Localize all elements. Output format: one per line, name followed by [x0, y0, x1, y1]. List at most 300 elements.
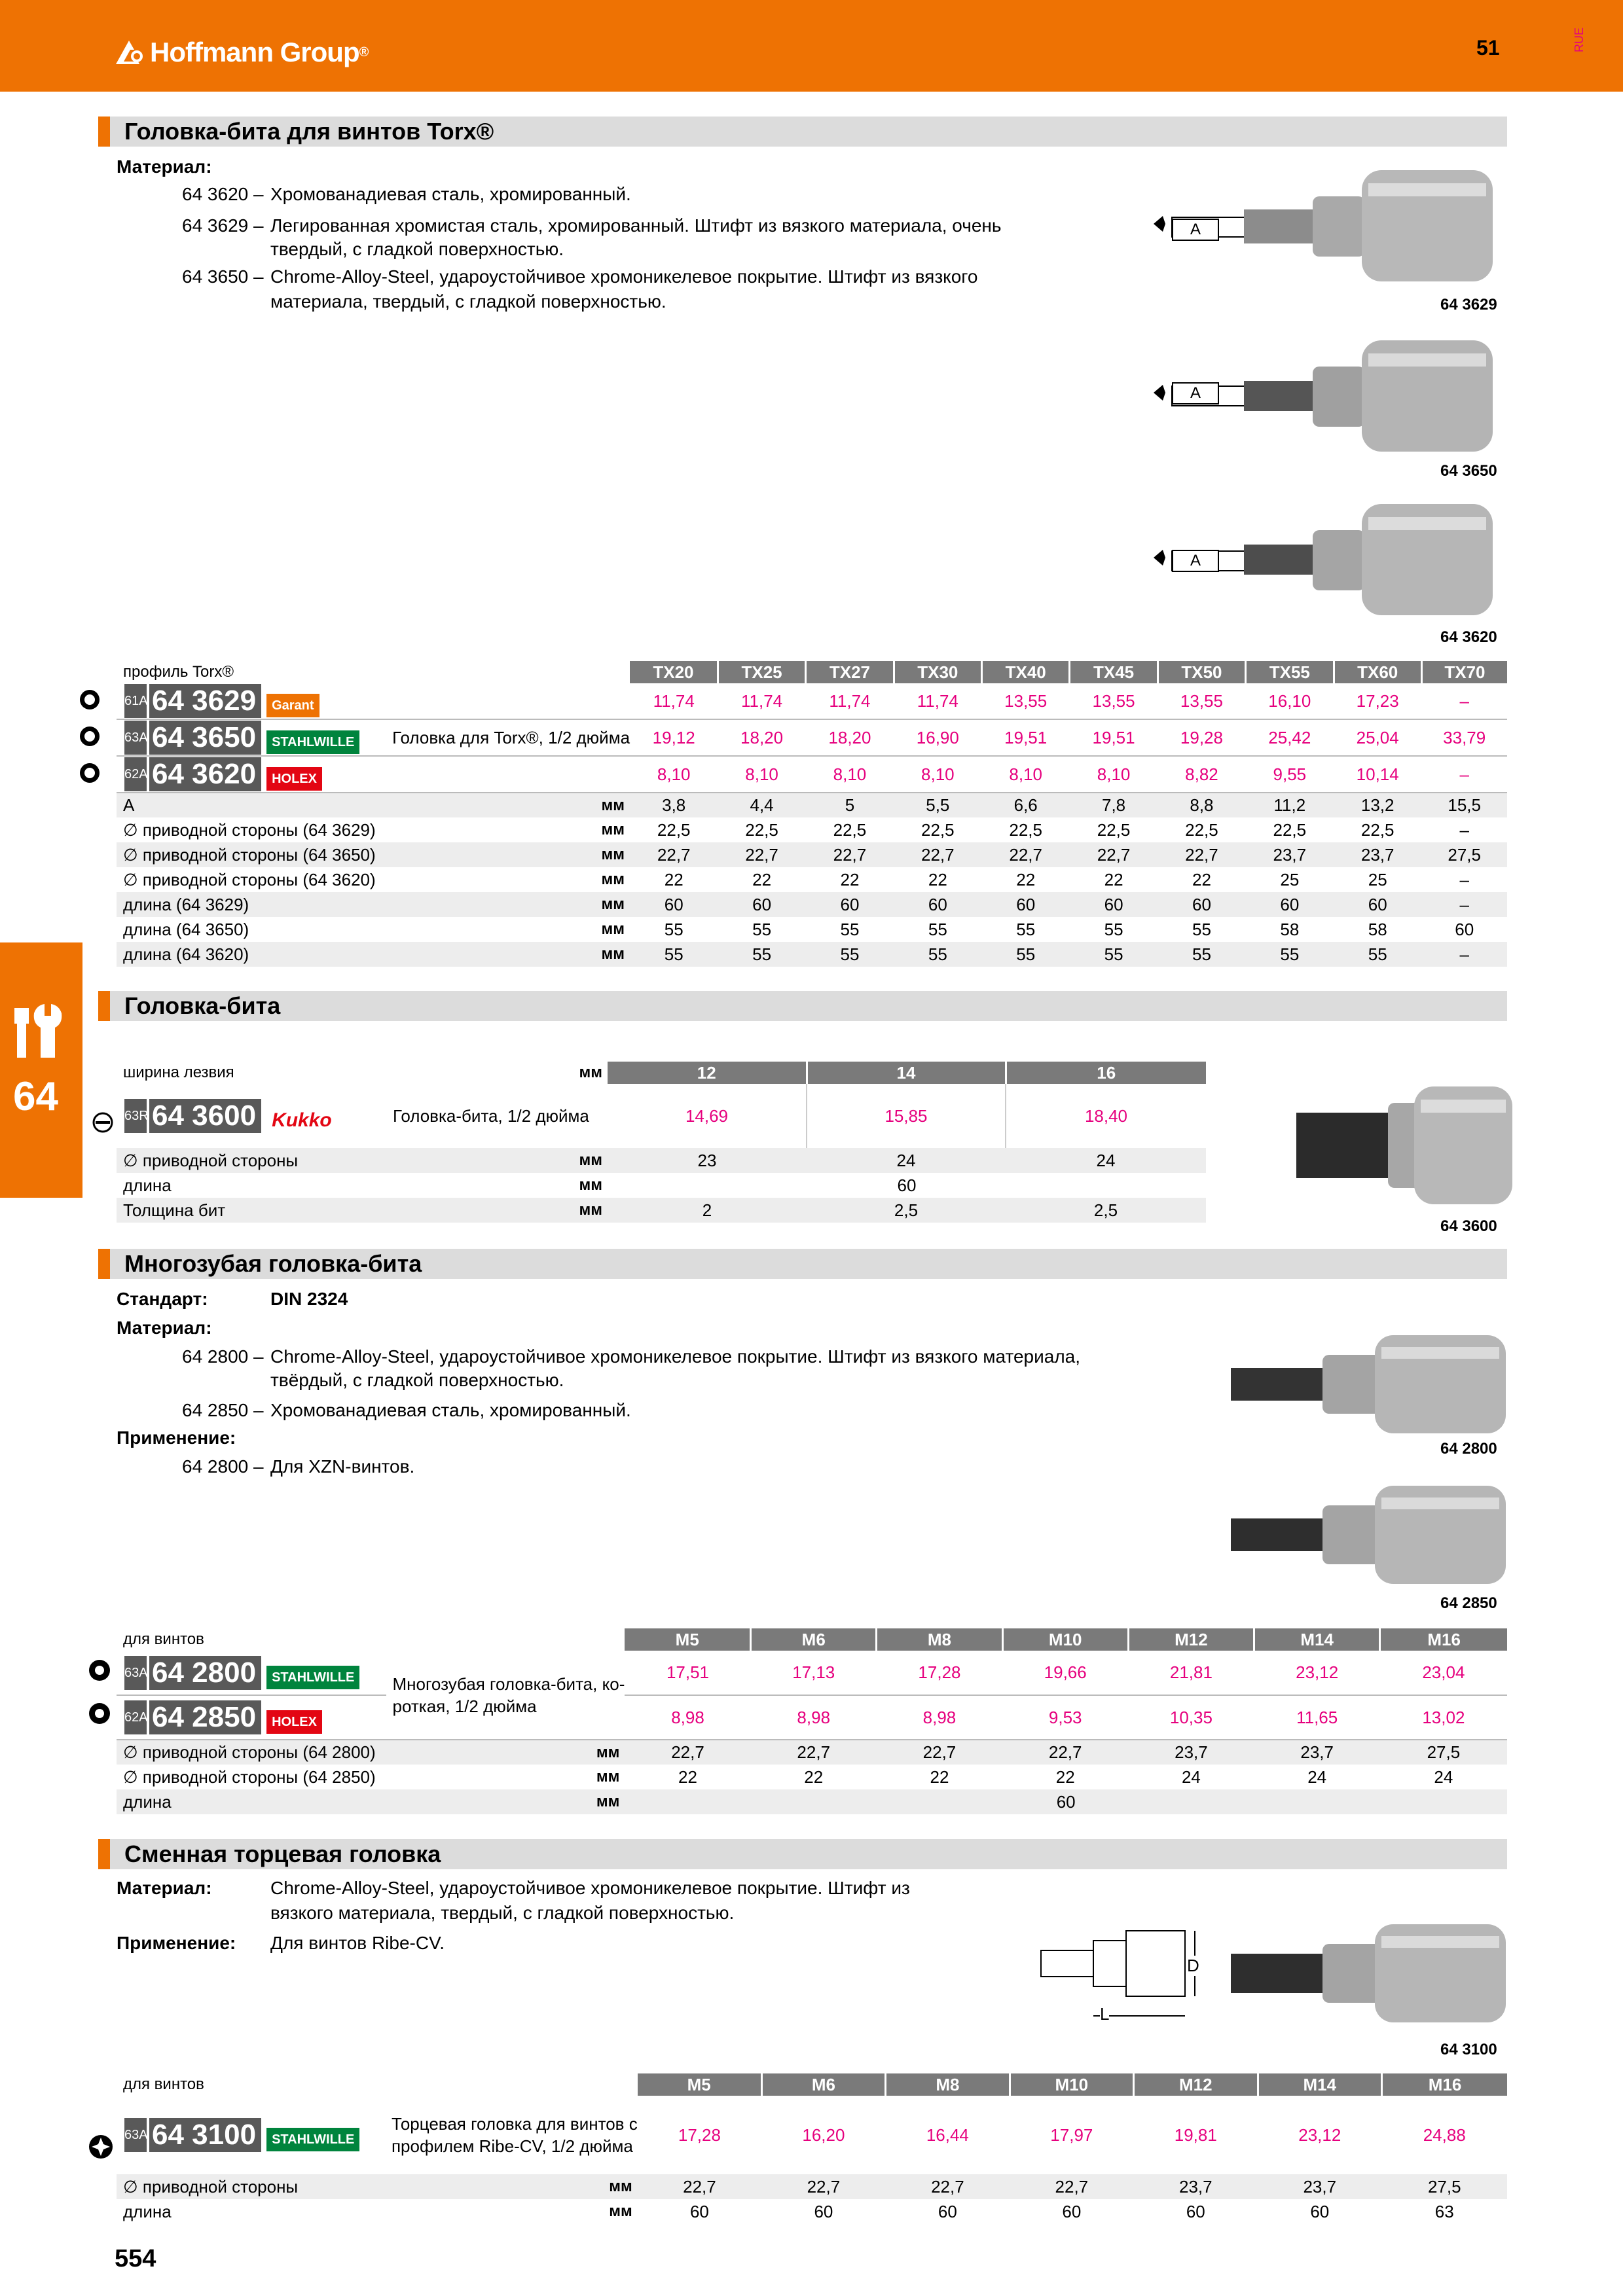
price: 17,13: [792, 1662, 835, 1682]
spec-row: [117, 917, 1507, 942]
size-header: M5: [625, 1628, 750, 1651]
product-number[interactable]: 64 3629: [149, 684, 261, 718]
size-header: M6: [761, 2073, 885, 2096]
spec-value: –: [1459, 869, 1469, 889]
application-label: Применение:: [117, 1933, 236, 1953]
size-header: TX25: [718, 661, 805, 683]
spec-unit: мм: [601, 796, 625, 814]
spec-value: 23,7: [1360, 844, 1395, 865]
size-header: M5: [638, 2073, 761, 2096]
spec-value: 23,7: [1273, 844, 1307, 865]
price: 14,69: [685, 1105, 729, 1126]
header-label: для винтов: [123, 2075, 204, 2093]
spec-value: 22: [752, 869, 772, 889]
price: 17,97: [1050, 2125, 1093, 2145]
spec-value: 55: [1368, 944, 1387, 964]
spec-value: 55: [1016, 944, 1036, 964]
spec-value: 8,8: [1190, 795, 1214, 815]
product-number[interactable]: 64 2800: [149, 1656, 261, 1690]
spec-value: 22,7: [833, 844, 867, 865]
spec-unit: мм: [601, 945, 625, 963]
language-tag: RUE: [1573, 27, 1586, 52]
spec-unit: мм: [609, 2178, 632, 2195]
spec-value: 11,2: [1273, 795, 1306, 815]
price: 9,55: [1273, 764, 1307, 784]
spec-value: 7,8: [1102, 795, 1126, 815]
dimension-label-a: A: [1172, 219, 1219, 241]
spec-value: 55: [664, 944, 684, 964]
table-header-row: [117, 1628, 1507, 1651]
group-code: 63A: [124, 721, 147, 755]
material-text: Легированная хромистая сталь, хромированный. Штифт из вязкого материала, очень: [270, 215, 1002, 236]
product-number[interactable]: 64 3600: [149, 1099, 261, 1133]
spec-value: 2: [702, 1200, 712, 1220]
brand-logo: HOLEX: [266, 1710, 322, 1734]
price: 33,79: [1443, 727, 1486, 747]
brand-logo: STAHLWILLE: [266, 2128, 359, 2151]
material-code: 64 2800 –: [182, 1346, 264, 1367]
material-label: Материал:: [117, 1318, 212, 1338]
size-header: M10: [1002, 1628, 1128, 1651]
price: 11,74: [741, 691, 783, 711]
slot-table: [117, 1062, 1206, 1223]
spec-value: 55: [664, 919, 684, 939]
spec-label: длина: [123, 1791, 172, 1812]
material-text: Chrome-Alloy-Steel, удароустойчивое хромоникелевое покрытие. Штифт из вязкого: [270, 266, 978, 287]
price: 13,55: [1004, 691, 1048, 711]
spec-row: [117, 867, 1507, 892]
description-line: профилем Ribe-CV, 1/2 дюйма: [391, 2136, 633, 2156]
spec-unit: мм: [601, 821, 625, 838]
spec-value: 27,5: [1448, 844, 1481, 865]
price: 25,04: [1356, 727, 1399, 747]
size-header: M12: [1128, 1628, 1254, 1651]
price: 13,55: [1180, 691, 1223, 711]
price: 17,23: [1356, 691, 1399, 711]
page-number-top: 51: [1476, 36, 1500, 60]
torx-symbol-icon: [79, 689, 101, 714]
material-text: материала, твердый, с гладкой поверхностью.: [270, 291, 666, 312]
group-code: 63A: [124, 1656, 147, 1690]
spec-value: –: [1459, 894, 1469, 914]
header-label: профиль Torx®: [123, 663, 234, 681]
spec-label: ∅ приводной стороны: [123, 2176, 299, 2197]
spec-value: 22: [1104, 869, 1123, 889]
group-code: 62A: [124, 1700, 147, 1734]
spec-row: [117, 1789, 1507, 1814]
size-header: M14: [1254, 1628, 1380, 1651]
description-cell: [386, 756, 630, 793]
size-header: M6: [751, 1628, 877, 1651]
size-header: TX27: [806, 661, 894, 683]
size-header: TX55: [1246, 661, 1334, 683]
xzn-symbol-icon: [88, 1659, 111, 1685]
header-label: ширина лезвия: [123, 1064, 234, 1081]
spec-value: 22,5: [745, 819, 778, 840]
material-text: вязкого материала, твердый, с гладкой поверхностью.: [270, 1903, 735, 1923]
price: 16,90: [916, 727, 959, 747]
spec-label: ∅ приводной стороны (64 2850): [123, 1767, 376, 1787]
image-caption: 64 2850: [1440, 1594, 1497, 1612]
price: 8,98: [922, 1707, 957, 1727]
spec-value: 22: [664, 869, 684, 889]
spec-value: 22: [1055, 1767, 1075, 1787]
spec-value: 22: [1192, 869, 1211, 889]
price: –: [1459, 764, 1469, 784]
spec-value: 22,5: [1009, 819, 1042, 840]
spec-value: 60: [938, 2201, 957, 2221]
price: 8,10: [1009, 764, 1042, 784]
spec-value: 55: [1192, 944, 1211, 964]
product-row: [117, 2096, 1507, 2174]
application-code: 64 2800 –: [182, 1456, 264, 1477]
table-header-row: [117, 2073, 1507, 2096]
price: 16,44: [926, 2125, 969, 2145]
chapter-side-tab: [0, 942, 82, 1198]
size-header: TX40: [982, 661, 1070, 683]
spec-label: Толщина бит: [123, 1200, 226, 1220]
brand-logo: Garant: [266, 694, 319, 717]
price: 8,82: [1185, 764, 1218, 784]
torx-symbol-icon: [79, 762, 101, 787]
spec-value: 60: [1186, 2201, 1205, 2221]
spec-label: ∅ приводной стороны (64 3620): [123, 869, 376, 889]
spec-row: [117, 1173, 1206, 1198]
spec-value: 55: [752, 944, 772, 964]
size-header: TX50: [1158, 661, 1245, 683]
spec-value: 22,5: [1360, 819, 1395, 840]
spec-label: ∅ приводной стороны (64 2800): [123, 1742, 376, 1762]
price: 19,12: [652, 727, 695, 747]
spec-unit: мм: [579, 1151, 602, 1169]
tools-icon: [14, 1001, 67, 1060]
xzn-table: [117, 1628, 1507, 1814]
spec-value: 22,7: [1009, 844, 1042, 865]
spec-value: 13,2: [1360, 795, 1395, 815]
price: –: [1459, 691, 1469, 711]
product-id-cell: [117, 1651, 386, 1695]
dimension-d-label: D: [1187, 1956, 1199, 1975]
price: 19,66: [1044, 1662, 1087, 1682]
product-row: [117, 756, 1507, 793]
spec-value: 22,5: [657, 819, 691, 840]
section-marker: [98, 991, 110, 1021]
price: 19,28: [1180, 727, 1223, 747]
spec-value: 60: [1056, 1791, 1076, 1812]
price: 13,55: [1092, 691, 1135, 711]
size-header: M14: [1258, 2073, 1381, 2096]
slot-symbol-icon: [92, 1111, 114, 1137]
spec-value: 3,8: [662, 795, 686, 815]
material-code: 64 3650 –: [182, 266, 264, 287]
spec-value: 22,7: [931, 2176, 964, 2197]
spec-value: 60: [1016, 894, 1036, 914]
dimension-label-a: A: [1172, 550, 1219, 572]
product-row: [117, 1084, 1206, 1148]
section-header-xzn: [98, 1249, 1507, 1279]
size-header: M16: [1380, 1628, 1507, 1651]
spec-value: 22: [1016, 869, 1036, 889]
page-number-bottom: 554: [115, 2245, 156, 2272]
price: 18,20: [740, 727, 784, 747]
spec-value: 60: [928, 894, 947, 914]
spec-value: –: [1459, 819, 1469, 840]
spec-value: 22: [930, 1767, 949, 1787]
spec-unit: мм: [601, 846, 625, 863]
image-caption: 64 3100: [1440, 2041, 1497, 2058]
spec-value: 27,5: [1427, 1742, 1461, 1762]
application-label: Применение:: [117, 1427, 236, 1448]
table-header-row: [117, 661, 1507, 683]
spec-value: 58: [1368, 919, 1387, 939]
chapter-number: 64: [13, 1074, 58, 1119]
price: 8,10: [833, 764, 867, 784]
price: 9,53: [1048, 1707, 1082, 1727]
brand-logo: Kukko: [272, 1109, 332, 1132]
spec-value: 60: [1368, 894, 1387, 914]
material-code: 64 3620 –: [182, 184, 264, 204]
spec-value: 25: [1368, 869, 1387, 889]
section-marker: [98, 117, 110, 147]
price: 18,40: [1006, 1084, 1206, 1148]
spec-value: 27,5: [1427, 2176, 1461, 2197]
spec-value: 60: [1192, 894, 1211, 914]
product-image-642800: [1231, 1329, 1519, 1440]
brand-logo: HOLEX: [266, 767, 322, 791]
ribe-symbol-icon: [88, 2134, 114, 2163]
spec-value: –: [1459, 944, 1469, 964]
dimension-drawing: [1034, 1924, 1218, 2029]
material-text: Хромованадиевая сталь, хромированный.: [270, 1400, 631, 1420]
spec-value: 60: [689, 2201, 709, 2221]
spec-value: 22,5: [1185, 819, 1218, 840]
spec-row: [117, 1148, 1206, 1173]
product-row: [117, 719, 1507, 756]
price: 25,42: [1268, 727, 1311, 747]
price: 17,51: [666, 1662, 710, 1682]
image-caption: 64 3629: [1440, 296, 1497, 314]
spec-value: 60: [664, 894, 684, 914]
size-header: TX30: [894, 661, 981, 683]
application-text: Для XZN-винтов.: [270, 1456, 415, 1477]
product-description: Головка-бита, 1/2 дюйма: [393, 1105, 589, 1126]
price: 8,10: [657, 764, 691, 784]
group-code: 62A: [124, 757, 147, 791]
size-header: M12: [1134, 2073, 1258, 2096]
spec-label: длина: [123, 1175, 172, 1195]
price: 11,74: [653, 691, 695, 711]
spec-value: 22,7: [921, 844, 955, 865]
product-id-cell: [117, 719, 386, 756]
section-marker: [98, 1249, 110, 1279]
product-description: Головка для Torx®, 1/2 дюйма: [392, 727, 630, 747]
price: 19,81: [1174, 2125, 1217, 2145]
price: 23,12: [1298, 2125, 1341, 2145]
image-caption: 64 3600: [1440, 1217, 1497, 1235]
product-id-cell: [117, 683, 386, 719]
material-code: 64 2850 –: [182, 1400, 264, 1420]
spec-unit: мм: [601, 920, 625, 938]
spec-value: 58: [1280, 919, 1300, 939]
image-caption: 64 3650: [1440, 462, 1497, 480]
price: 10,14: [1356, 764, 1399, 784]
product-number[interactable]: 64 3650: [149, 721, 261, 755]
spec-value: 23,7: [1303, 2176, 1337, 2197]
spec-value: 55: [1280, 944, 1300, 964]
size-header: TX60: [1334, 661, 1421, 683]
spec-label: A: [123, 795, 135, 815]
product-number[interactable]: 64 3620: [149, 757, 261, 791]
size-header: 12: [608, 1062, 807, 1084]
spec-value: 22,5: [833, 819, 867, 840]
header-unit: мм: [579, 1064, 602, 1081]
section-title: Сменная торцевая головка: [124, 1840, 441, 1867]
spec-row: [117, 1740, 1507, 1765]
spec-value: 23: [697, 1150, 717, 1170]
size-header: TX20: [630, 661, 718, 683]
product-number[interactable]: 64 3100: [149, 2118, 261, 2152]
section-header-ribe: [98, 1839, 1507, 1869]
spec-value: 23,7: [1179, 2176, 1213, 2197]
spec-value: 22: [678, 1767, 697, 1787]
size-header: 14: [807, 1062, 1006, 1084]
spec-row: [117, 942, 1507, 967]
section-title: Головка-бита для винтов Torx®: [124, 118, 494, 145]
spec-value: 22,5: [1273, 819, 1307, 840]
torx-table: [117, 661, 1507, 967]
spec-value: 23,7: [1300, 1742, 1334, 1762]
product-row: [117, 1651, 1507, 1695]
product-number[interactable]: 64 2850: [149, 1700, 261, 1734]
price: 11,74: [917, 691, 958, 711]
price: 17,28: [678, 2125, 721, 2145]
product-id-cell: [117, 1695, 386, 1740]
spec-label: длина: [123, 2201, 172, 2221]
spec-label: длина (64 3629): [123, 894, 249, 914]
material-label: Материал:: [117, 1878, 212, 1898]
price: 23,12: [1296, 1662, 1339, 1682]
spec-value: 55: [928, 919, 947, 939]
spec-value: 24: [1181, 1767, 1201, 1787]
material-text: твёрдый, с гладкой поверхностью.: [270, 1370, 564, 1390]
material-text: Chrome-Alloy-Steel, удароустойчивое хромоникелевое покрытие. Штифт из: [270, 1878, 910, 1898]
price: 17,28: [918, 1662, 961, 1682]
size-header: M8: [886, 2073, 1010, 2096]
price: 16,20: [802, 2125, 845, 2145]
price: 18,20: [828, 727, 871, 747]
spec-value: 23,7: [1175, 1742, 1208, 1762]
spec-value: 24: [1096, 1150, 1116, 1170]
header-label: для винтов: [123, 1630, 204, 1648]
spec-value: 60: [1062, 2201, 1082, 2221]
spec-value: 22,7: [1055, 2176, 1089, 2197]
price: 16,10: [1268, 691, 1311, 711]
hoffmann-logo: Hoffmann Group ®: [115, 34, 368, 71]
price: 23,04: [1422, 1662, 1465, 1682]
price: 8,98: [671, 1707, 704, 1727]
spec-value: 22: [804, 1767, 824, 1787]
description-line: Торцевая головка для винтов с: [391, 2114, 638, 2134]
spec-value: 22,7: [1097, 844, 1131, 865]
group-code: 63R: [124, 1099, 147, 1133]
dimension-l-label: L: [1100, 2004, 1110, 2024]
dimension-label-a: A: [1172, 382, 1219, 404]
spec-value: 55: [928, 944, 947, 964]
image-caption: 64 3620: [1440, 628, 1497, 646]
spec-row: [117, 892, 1507, 917]
spec-value: 24: [896, 1150, 916, 1170]
material-label: Материал:: [117, 156, 212, 177]
price: 19,51: [1004, 727, 1048, 747]
spec-value: 22,7: [1048, 1742, 1082, 1762]
spec-value: 6,6: [1013, 795, 1038, 815]
brand-logo: STAHLWILLE: [266, 1666, 359, 1689]
product-description: [385, 2096, 638, 2174]
product-description: [386, 1651, 625, 1740]
spec-unit: мм: [601, 895, 625, 913]
spec-label: длина (64 3650): [123, 919, 249, 939]
price: 8,10: [1097, 764, 1131, 784]
price: 8,10: [921, 764, 955, 784]
brand-name: Hoffmann Group: [150, 37, 359, 67]
spec-value: 55: [840, 944, 860, 964]
spec-value: 2,5: [894, 1200, 919, 1220]
price: 15,85: [807, 1084, 1006, 1148]
spec-row: [117, 1198, 1206, 1223]
spec-value: 63: [1434, 2201, 1454, 2221]
spec-value: 22,7: [657, 844, 691, 865]
price: 11,65: [1296, 1707, 1338, 1727]
standard-value: DIN 2324: [270, 1289, 348, 1309]
material-text: Chrome-Alloy-Steel, удароустойчивое хромоникелевое покрытие. Штифт из вязкого материала,: [270, 1346, 1081, 1367]
spec-value: 55: [1192, 919, 1211, 939]
spec-value: 60: [897, 1175, 917, 1195]
spec-value: 22,7: [671, 1742, 704, 1762]
material-text: Хромованадиевая сталь, хромированный.: [270, 184, 631, 204]
price: 11,74: [829, 691, 871, 711]
spec-value: 25: [1280, 869, 1300, 889]
ribe-table: [117, 2073, 1507, 2224]
spec-unit: мм: [596, 1793, 620, 1810]
spec-label: ∅ приводной стороны: [123, 1150, 299, 1170]
spec-value: 22: [928, 869, 947, 889]
spec-unit: мм: [609, 2202, 632, 2220]
spec-value: 2,5: [1093, 1200, 1118, 1220]
spec-row: [117, 842, 1507, 867]
table-header-row: [117, 1062, 1206, 1084]
product-image-643100: [1231, 1918, 1519, 2029]
spec-label: длина (64 3620): [123, 944, 249, 964]
product-id-cell: [117, 2096, 385, 2174]
product-row: [117, 1695, 1507, 1740]
spec-unit: мм: [601, 870, 625, 888]
xzn-symbol-icon: [88, 1702, 111, 1729]
spec-label: ∅ приводной стороны (64 3650): [123, 844, 376, 865]
spec-unit: мм: [579, 1176, 602, 1194]
price: 19,51: [1092, 727, 1135, 747]
product-row: [117, 683, 1507, 719]
spec-row: [117, 2174, 1507, 2199]
spec-value: 5: [845, 795, 855, 815]
group-code: 63A: [124, 2118, 147, 2152]
application-text: Для винтов Ribe-CV.: [270, 1933, 445, 1953]
spec-value: 15,5: [1448, 795, 1481, 815]
spec-value: 60: [752, 894, 772, 914]
spec-value: 22,5: [921, 819, 955, 840]
spec-value: 22,7: [1185, 844, 1218, 865]
spec-value: 22,7: [797, 1742, 831, 1762]
description-line: Многозубая головка-бита, ко-: [392, 1674, 625, 1694]
